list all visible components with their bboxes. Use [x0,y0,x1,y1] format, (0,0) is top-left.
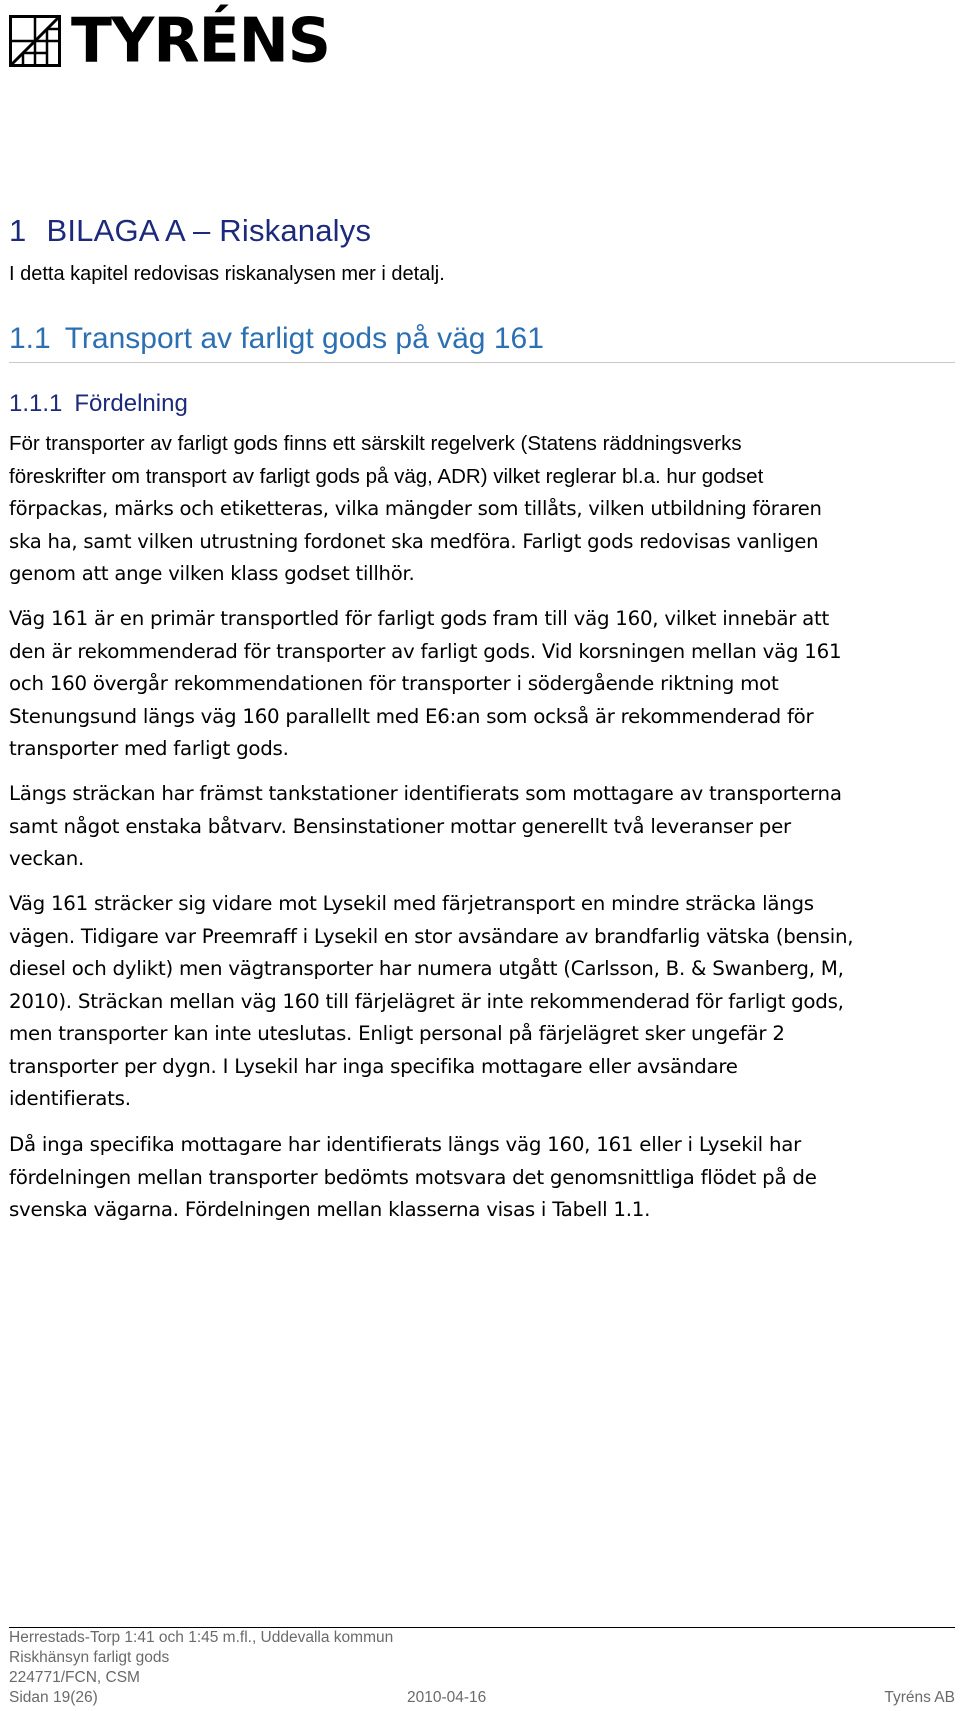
paragraph-line: För transporter av farligt gods finns ett särskilt regelverk (Statens räddningsverks [9,432,742,455]
footer-page-number: Sidan 19(26) [9,1689,98,1706]
paragraph-line: diesel och dylikt) men vägtransporter har numera utgått (Carlsson, B. & Swanberg, M, [9,957,844,980]
heading-3-title: Fördelning [74,390,188,417]
paragraph-line: transporter per dygn. I Lysekil har inga specifika mottagare eller avsändare [9,1054,738,1078]
logo-wordmark: TYRÉNS [71,5,330,77]
paragraph-line: Stenungsund längs väg 160 parallellt med E6:an som också är rekommenderad för [9,704,814,728]
heading-2-title: Transport av farligt gods på väg 161 [64,322,544,355]
heading-1-number: 1 [9,213,27,248]
footer-company: Tyréns AB [884,1689,955,1706]
paragraph-line: Då inga specifika mottagare har identifierats längs väg 160, 161 eller i Lysekil har [9,1133,801,1156]
company-logo [9,5,330,77]
paragraph-line: vägen. Tidigare var Preemraff i Lysekil en stor avsändare av brandfarlig vätska (bensin, [9,924,854,948]
paragraph-line: samt något enstaka båtvarv. Bensinstationer mottar generellt två leveranser per [9,814,791,838]
footer-date: 2010-04-16 [407,1689,487,1706]
heading-2-number: 1.1 [9,322,51,355]
paragraph-line: föreskrifter om transport av farligt gods på väg, ADR) vilket reglerar bl.a. hur godset [9,464,764,488]
paragraph-3 [9,778,959,876]
heading-3-number: 1.1.1 [9,390,63,417]
heading-1-title: BILAGA A – Riskanalys [46,213,372,248]
paragraph-line: 2010). Sträckan mellan väg 160 till färjelägret är inte rekommenderad för farligt gods, [9,989,844,1013]
paragraph-line: genom att ange vilken klass godset tillhör. [9,562,415,585]
paragraph-line: förpackas, märks och etiketteras, vilka mängder som tillåts, vilken utbildning föraren [9,497,822,520]
paragraph-line: Längs sträckan har främst tankstationer identifierats som mottagare av transporterna [9,782,842,805]
footer-bottom-row [9,1688,955,1708]
paragraph-line: fördelningen mellan transporter bedömts motsvara det genomsnittliga flödet på de [9,1165,817,1189]
footer-reference: 224771/FCN, CSM [9,1669,140,1686]
paragraph-line: den är rekommenderad för transporter av farligt gods. Vid korsningen mellan väg 161 [9,639,842,663]
footer-subject: Riskhänsyn farligt gods [9,1649,170,1666]
heading-2-divider [9,362,955,363]
paragraph-1 [9,428,959,591]
footer-project: Herrestads-Torp 1:41 och 1:45 m.fl., Uddevalla kommun [9,1629,394,1646]
paragraph-line: veckan. [9,847,85,870]
paragraph-4 [9,888,959,1116]
heading-3 [9,390,188,418]
paragraph-line: identifierats. [9,1087,131,1110]
intro-text: I detta kapitel redovisas riskanalysen mer i detalj. [9,263,445,285]
paragraph-line: transporter med farligt gods. [9,737,289,760]
paragraph-line: Väg 161 är en primär transportled för farligt gods fram till väg 160, vilket innebär att [9,607,830,630]
paragraph-line: svenska vägarna. Fördelningen mellan klasserna visas i Tabell 1.1. [9,1198,651,1221]
paragraph-line: men transporter kan inte uteslutas. Enligt personal på färjelägret sker ungefär 2 [9,1022,785,1045]
heading-1 [9,213,371,249]
paragraph-5 [9,1129,959,1227]
paragraph-line: och 160 övergår rekommendationen för transporter i södergående riktning mot [9,672,779,695]
paragraph-line: ska ha, samt vilken utrustning fordonet ska medföra. Farligt gods redovisas vanligen [9,529,819,553]
page-footer [9,1628,955,1708]
paragraph-2 [9,603,959,766]
heading-2 [9,322,544,356]
tyrens-logo-mark-icon [9,15,61,67]
paragraph-line: Väg 161 sträcker sig vidare mot Lysekil med färjetransport en mindre sträcka längs [9,892,814,915]
